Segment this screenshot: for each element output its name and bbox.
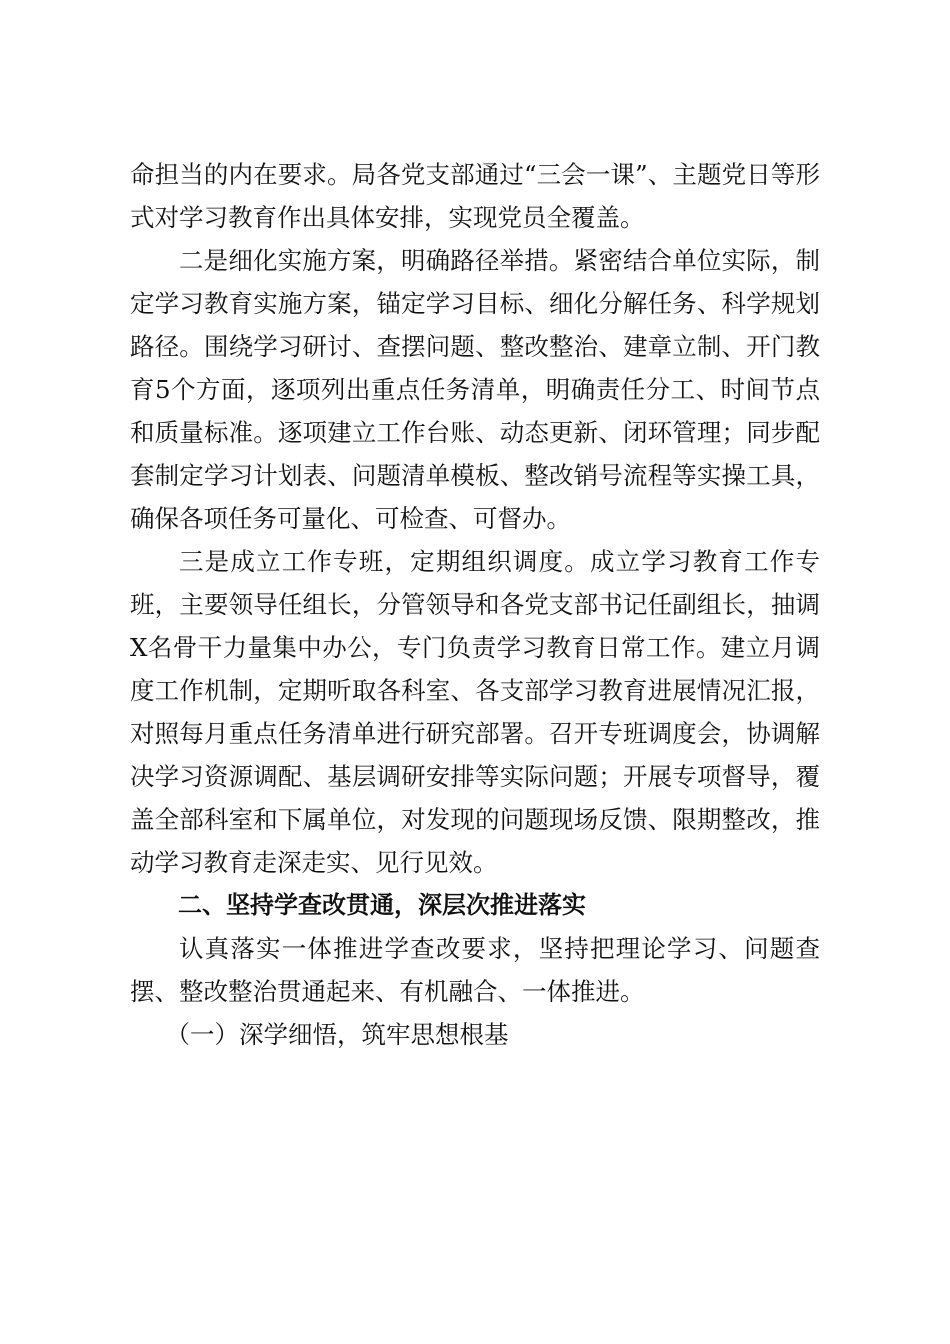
paragraph-continuation: 命担当的内在要求。局各党支部通过“三会一课”、主题党日等形式对学习教育作出具体安排，实现党员全覆盖。: [130, 160, 820, 232]
section-intro-paragraph: 认真落实一体推进学查改要求，坚持把理论学习、问题查摆、整改整治贯通起来、有机融合、一体推进。: [130, 934, 820, 1006]
paragraph-implementation-plan: 二是细化实施方案，明确路径举措。紧密结合单位实际，制定学习教育实施方案，锚定学习目标、细化分解任务、科学规划路径。围绕学习研讨、查摆问题、整改整治、建章立制、开门教育5个方面，逐项列出重点任务清单，明确责任分工、时间节点和质量标准。逐项建立工作台账、动态更新、闭环管理；同步配套制定学习计划表、问题清单模板、整改销号流程等实操工具，确保各项任务可量化、可检查、可督办。: [130, 246, 820, 533]
document-body: [130, 153, 820, 1056]
section-heading: 二、坚持学查改贯通，深层次推进落实: [178, 891, 586, 919]
paragraph-work-task-force: 三是成立工作专班，定期组织调度。成立学习教育工作专班，主要领导任组长，分管领导和各党支部书记任副组长，抽调X名骨干力量集中办公，专门负责学习教育日常工作。建立月调度工作机制，定期听取各科室、各支部学习教育进展情况汇报，对照每月重点任务清单进行研究部署。召开专班调度会，协调解决学习资源调配、基层调研安排等实际问题；开展专项督导，覆盖全部科室和下属单位，对发现的问题现场反馈、限期整改，推动学习教育走深走实、见行见效。: [130, 547, 820, 877]
subsection-heading: （一）深学细悟，筑牢思想根基: [165, 1020, 509, 1049]
